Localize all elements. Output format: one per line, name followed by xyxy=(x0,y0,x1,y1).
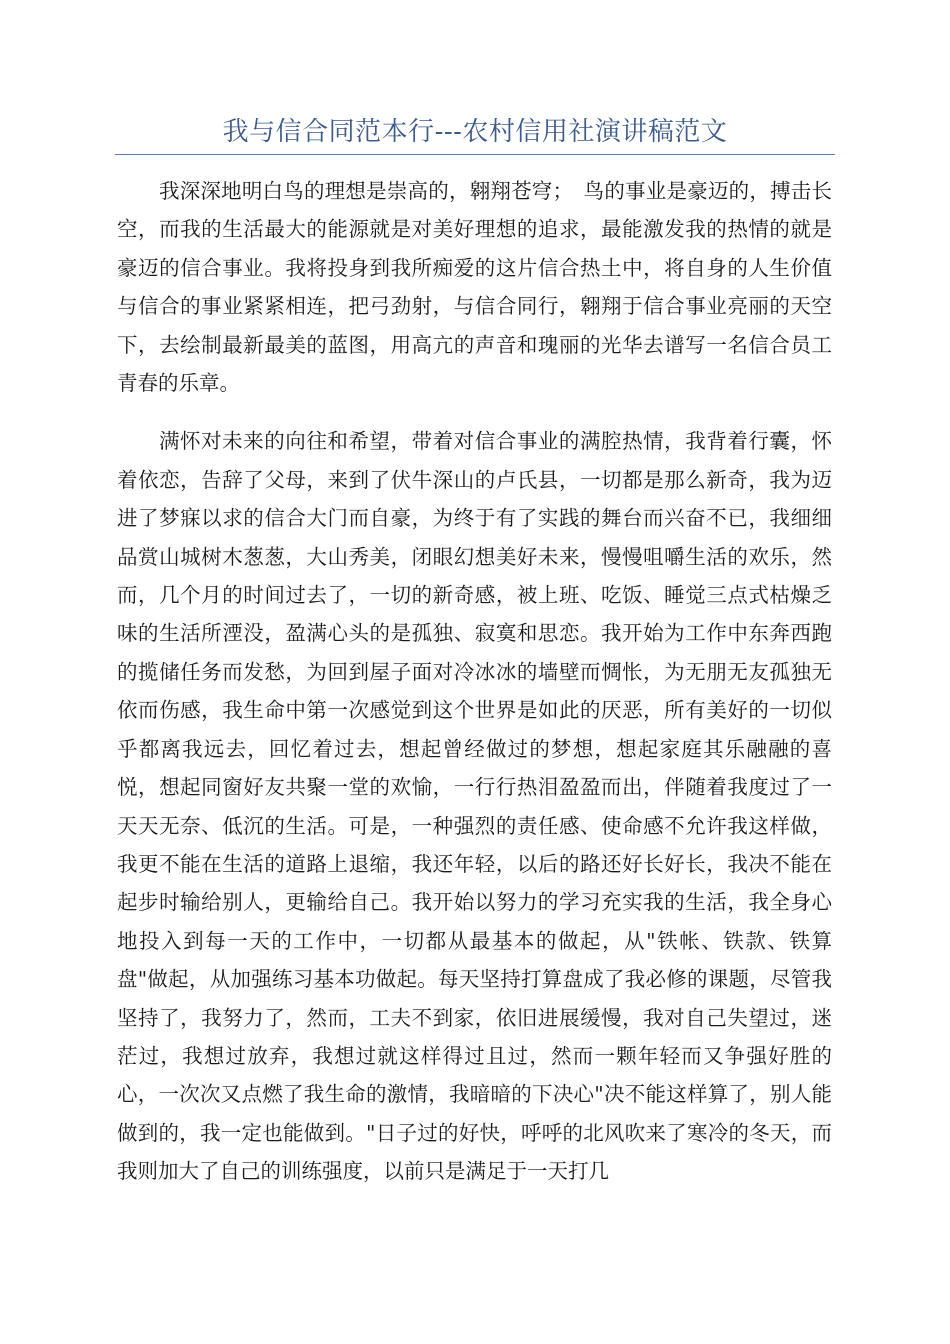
document-body xyxy=(117,172,832,1191)
paragraph-1: 我深深地明白鸟的理想是崇高的，翱翔苍穹； 鸟的事业是豪迈的，搏击长空，而我的生活最大的能源就是对美好理想的追求，最能激发我的热情的就是豪迈的信合事业。我将投身到我所痴爱的这片信合热土中，将自身的人生价值与信合的事业紧紧相连，把弓劲射，与信合同行，翱翔于信合事业亮丽的天空下，去绘制最新最美的蓝图，用高亢的声音和瑰丽的光华去谱写一名信合员工青春的乐章。 xyxy=(117,179,832,396)
document-title: 我与信合同范本行---农村信用社演讲稿范文 xyxy=(222,117,728,147)
title-underline xyxy=(115,154,835,155)
paragraph-2: 满怀对未来的向往和希望，带着对信合事业的满腔热情，我背着行囊，怀着依恋，告辞了父母，来到了伏牛深山的卢氏县，一切都是那么新奇，我为迈进了梦寐以求的信合大门而自豪，为终于有了实践的舞台而兴奋不已，我细细品赏山城树木葱葱，大山秀美，闭眼幻想美好未来，慢慢咀嚼生活的欢乐，然而，几个月的时间过去了，一切的新奇感，被上班、吃饭、睡觉三点式枯燥乏味的生活所湮没，盈满心头的是孤独、寂寞和思恋。我开始为工作中东奔西跑的揽储任务而发愁，为回到屋子面对冷冰冰的墙壁而惆怅，为无朋无友孤独无依而伤感，我生命中第一次感觉到这个世界是如此的厌恶，所有美好的一切似乎都离我远去，回忆着过去，想起曾经做过的梦想，想起家庭其乐融融的喜悦，想起同窗好友共聚一堂的欢愉，一行行热泪盈盈而出，伴随着我度过了一天天无奈、低沉的生活。可是，一种强烈的责任感、使命感不允许我这样做，我更不能在生活的道路上退缩，我还年轻，以后的路还好长好长，我决不能在起步时输给别人，更输给自己。我开始以努力的学习充实我的生活，我全身心地投入到每一天的工作中，一切都从最基本的做起，从"铁帐、铁款、铁算盘"做起，从加强练习基本功做起。每天坚持打算盘成了我必修的课题，尽管我坚持了，我努力了，然而，工夫不到家，依旧进展缓慢，我对自己失望过，迷茫过，我想过放弃，我想过就这样得过且过，然而一颗年轻而又争强好胜的心，一次次又点燃了我生命的激情，我暗暗的下决心"决不能这样算了，别人能做到的，我一定也能做到。"日子过的好快，呼呼的北风吹来了寒冷的冬天，而我则加大了自己的训练强度，以前只是满足于一天打几 xyxy=(117,429,832,1184)
